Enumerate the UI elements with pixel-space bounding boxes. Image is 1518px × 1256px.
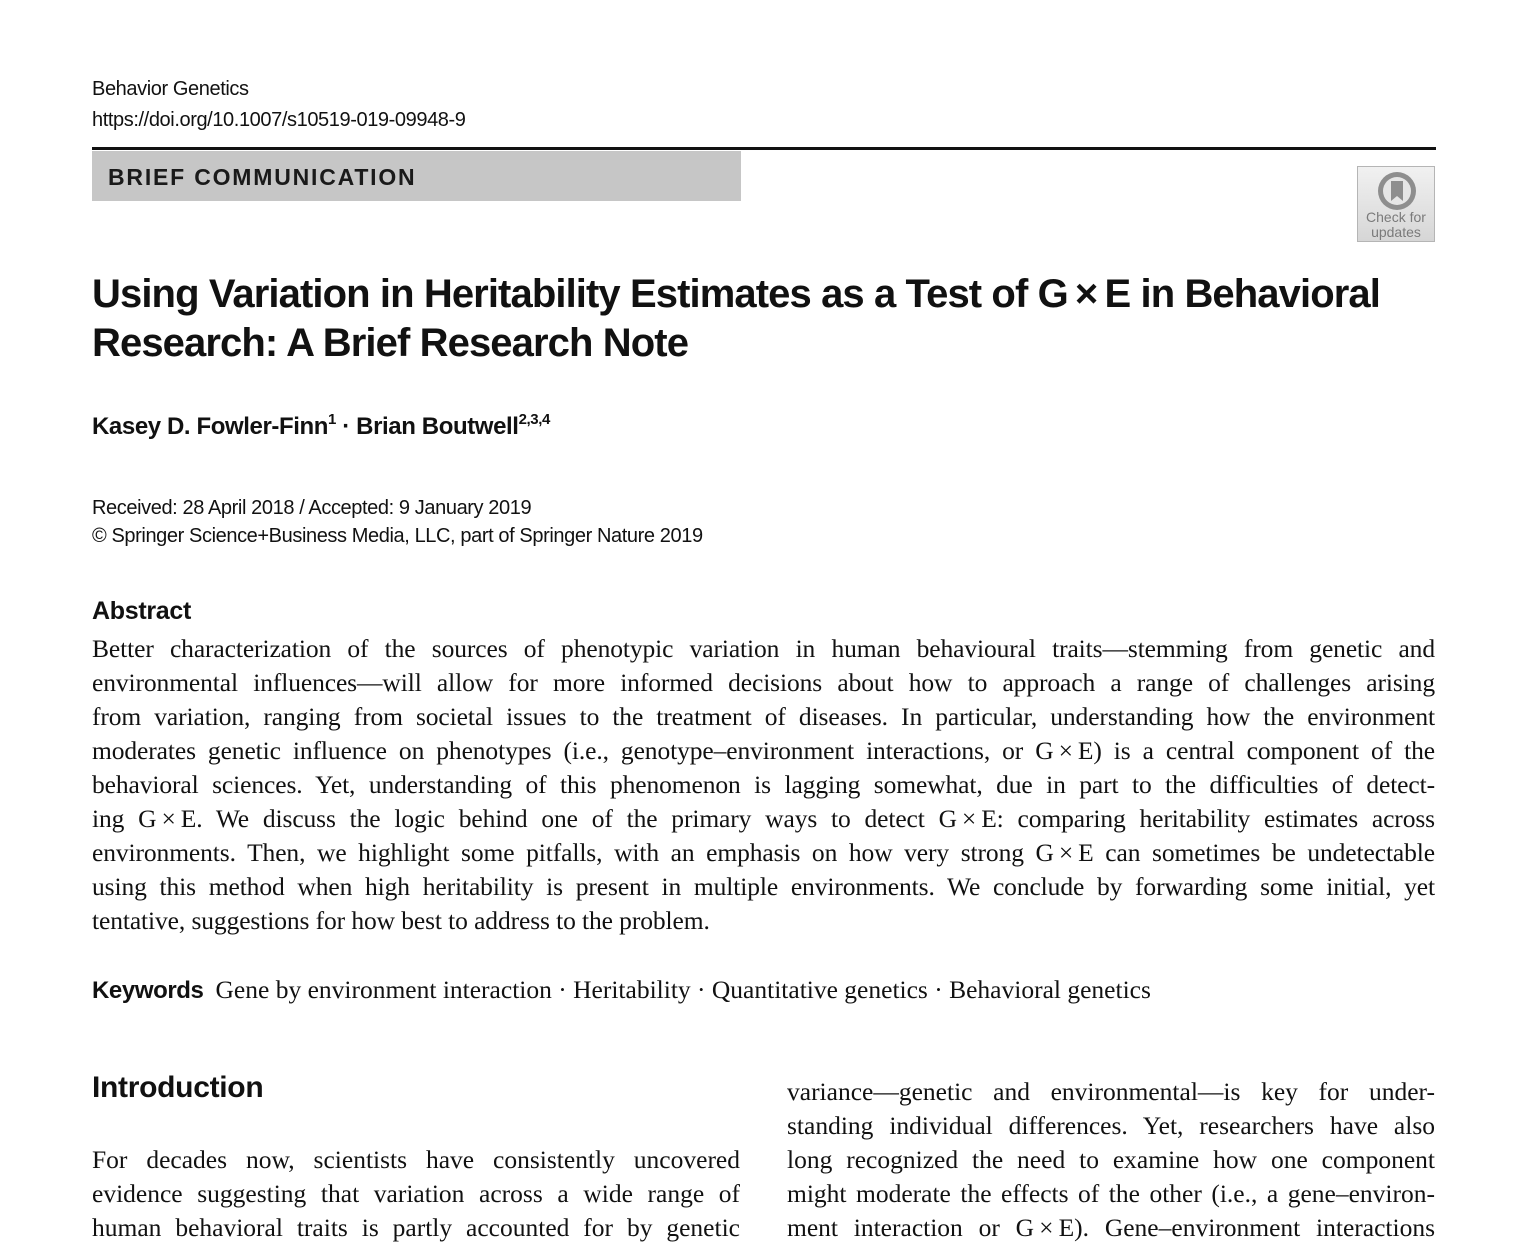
bookmark-icon: [1376, 170, 1418, 212]
paper-title: [92, 270, 1422, 368]
intro-right-line: standing individual differences. Yet, researchers have also: [787, 1111, 1435, 1140]
abstract-line: moderates genetic influence on phenotypes (i.e., genotype–environment interactions, or G × E) is a central component of the: [92, 736, 1435, 765]
abstract-line: ing G × E. We discuss the logic behind one of the primary ways to detect G × E: comparing heritability estimates across: [92, 804, 1435, 833]
introduction-heading: Introduction: [92, 1071, 264, 1104]
keywords-row: [92, 973, 1151, 1008]
introduction-right-column: [787, 1075, 1435, 1245]
abstract-line: environments. Then, we highlight some pitfalls, with an emphasis on how very strong G × E can sometimes be undetectable: [92, 838, 1435, 867]
journal-header: [92, 74, 466, 136]
title-line: Research: A Brief Research Note: [92, 321, 689, 365]
abstract-body: [92, 632, 1435, 938]
doi-link[interactable]: https://doi.org/10.1007/s10519-019-09948-9: [92, 109, 466, 131]
intro-right-line: might moderate the effects of the other (i.e., a gene–environ-: [787, 1179, 1435, 1208]
abstract-line: using this method when high heritability is present in multiple environments. We conclude by forwarding some initial, yet: [92, 872, 1435, 901]
check-updates-label-line2: updates: [1371, 224, 1421, 240]
author-name[interactable]: Brian Boutwell: [356, 413, 519, 440]
abstract-line: from variation, ranging from societal issues to the treatment of diseases. In particular, understanding how the environment: [92, 702, 1435, 731]
keywords-list: Gene by environment interaction · Heritability · Quantitative genetics · Behavioral genetics: [215, 975, 1151, 1004]
intro-left-line: For decades now, scientists have consistently uncovered: [92, 1145, 740, 1174]
abstract-line: Better characterization of the sources of phenotypic variation in human behavioural traits—stemming from genetic and: [92, 634, 1435, 663]
publication-dates: [92, 494, 703, 550]
article-type-banner: BRIEF COMMUNICATION: [92, 151, 741, 201]
abstract-line: tentative, suggestions for how best to address to the problem.: [92, 906, 710, 935]
intro-right-line: variance—genetic and environmental—is key for under-: [787, 1077, 1435, 1106]
intro-left-line: human behavioral traits is partly accounted for by genetic: [92, 1213, 740, 1242]
author-separator: ·: [336, 413, 357, 440]
copyright-notice: © Springer Science+Business Media, LLC, part of Springer Nature 2019: [92, 525, 703, 547]
author-name[interactable]: Kasey D. Fowler-Finn: [92, 413, 329, 440]
check-for-updates-badge[interactable]: [1357, 166, 1435, 242]
author-list: [92, 412, 550, 441]
intro-left-line: evidence suggesting that variation across a wide range of: [92, 1179, 740, 1208]
check-updates-label-line1: Check for: [1366, 209, 1426, 225]
abstract-line: environmental influences—will allow for more informed decisions about how to approach a range of challenges arising: [92, 668, 1435, 697]
intro-right-line: ment interaction or G × E). Gene–environment interactions: [787, 1213, 1435, 1242]
author-affiliation[interactable]: 2,3,4: [518, 411, 550, 428]
abstract-heading: Abstract: [92, 597, 192, 625]
received-accepted-dates: Received: 28 April 2018 / Accepted: 9 January 2019: [92, 497, 532, 519]
intro-right-line: long recognized the need to examine how one component: [787, 1145, 1435, 1174]
keywords-label: Keywords: [92, 977, 204, 1004]
journal-name: Behavior Genetics: [92, 78, 249, 100]
title-line: Using Variation in Heritability Estimates as a Test of G × E in Behavioral: [92, 272, 1380, 316]
author-affiliation[interactable]: 1: [328, 411, 336, 428]
introduction-left-column: [92, 1143, 740, 1245]
abstract-line: behavioral sciences. Yet, understanding of this phenomenon is lagging somewhat, due in part to the difficulties of detect-: [92, 770, 1435, 799]
header-rule: [92, 147, 1436, 150]
